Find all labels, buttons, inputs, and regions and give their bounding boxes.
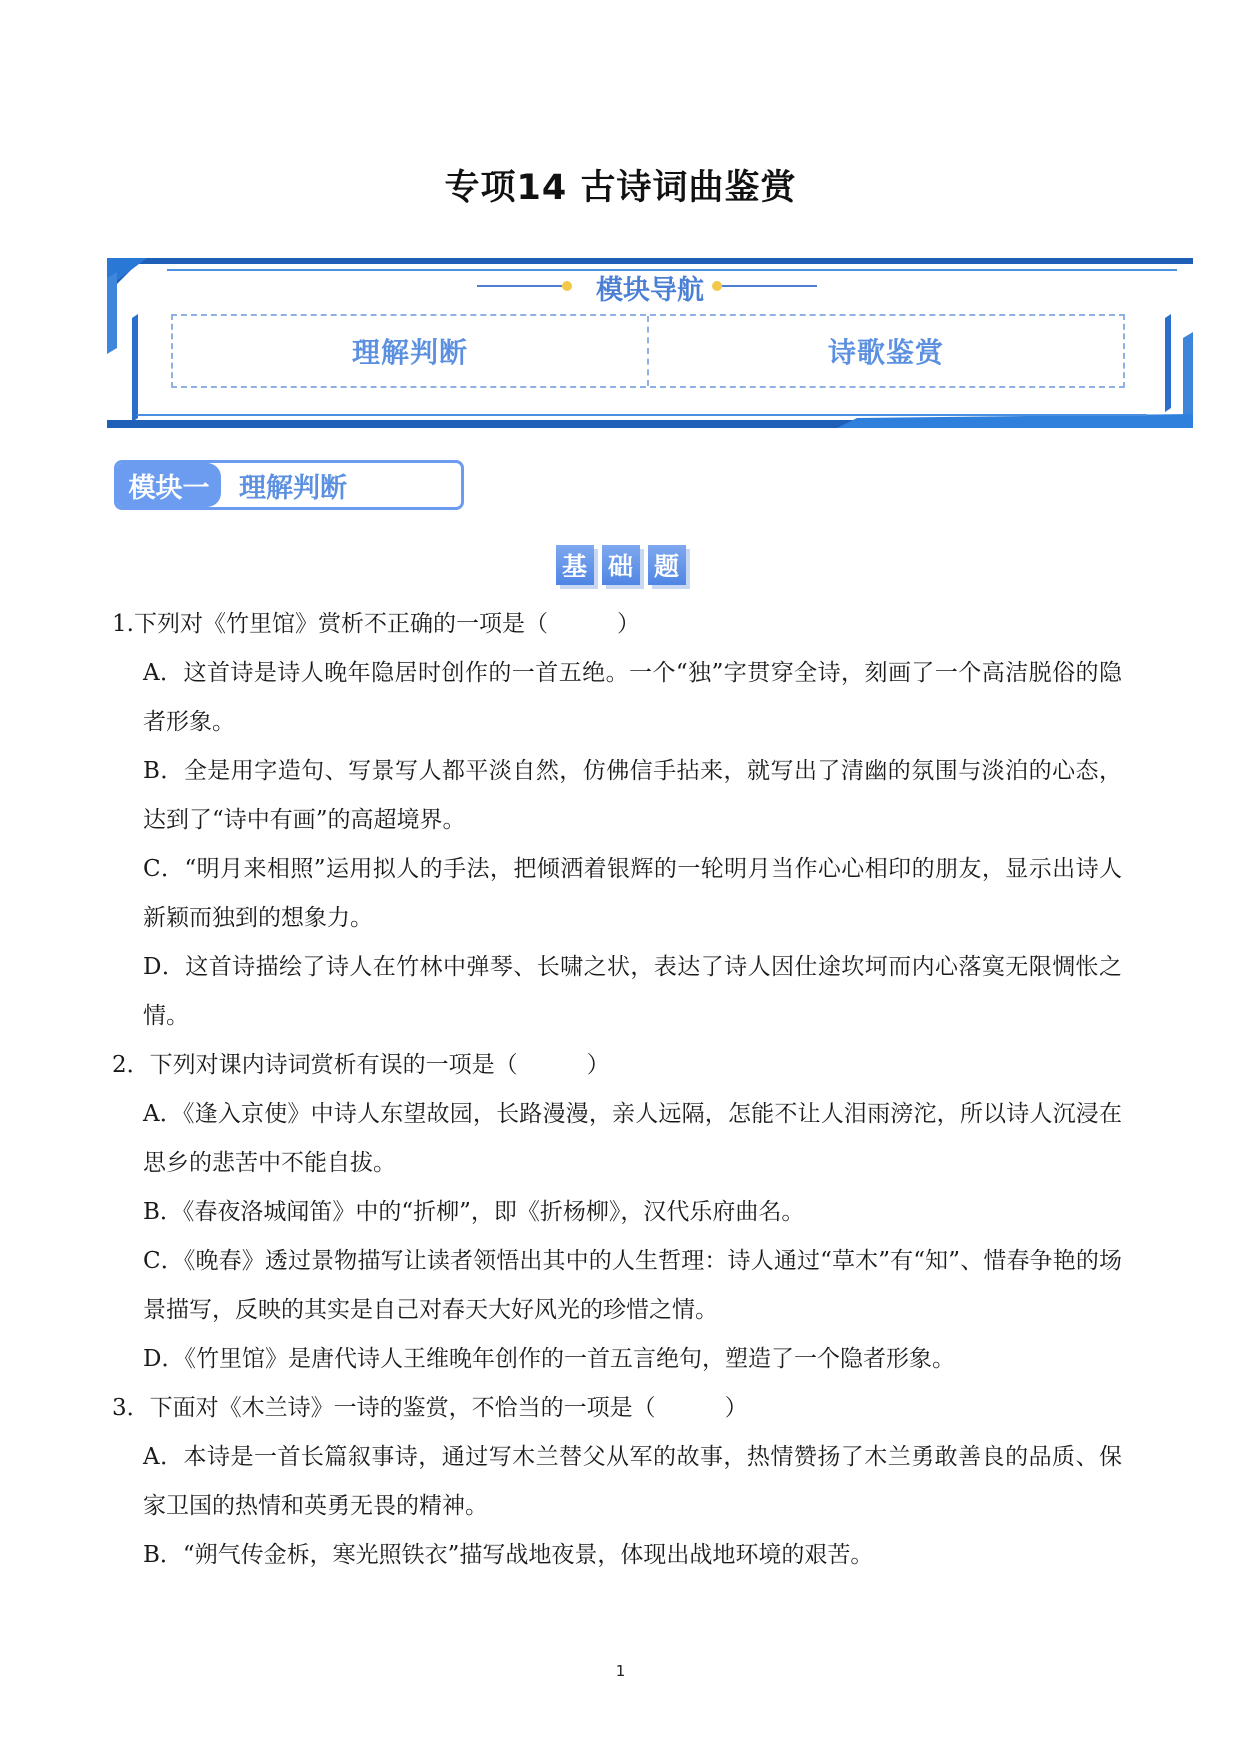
module-name: 理解判断 [239,472,347,504]
question-list [112,600,1122,1580]
question-option: A．《逢入京使》中诗人东望故园，长路漫漫，亲人远隔，怎能不让人泪雨滂沱，所以诗人沉浸在思乡的悲苦中不能自拔。 [143,1101,1122,1176]
basic-char: 题 [648,545,686,585]
module-tag [114,460,464,510]
question-option: A．这首诗是诗人晚年隐居时创作的一首五绝。一个“独”字贯穿全诗，刻画了一个高洁脱俗的隐者形象。 [143,660,1122,735]
nav-item-poetry-appreciation[interactable]: 诗歌鉴赏 [647,316,1123,386]
question-stem: 3．下面对《木兰诗》一诗的鉴赏，不恰当的一项是（ ） [112,1395,748,1421]
nav-item-understanding[interactable]: 理解判断 [351,336,468,369]
question-option: C．《晚春》透过景物描写让读者领悟出其中的人生哲理：诗人通过“草木”有“知”、惜春争艳的场景描写，反映的其实是自己对春天大好风光的珍惜之情。 [143,1248,1122,1323]
basic-char: 础 [602,545,640,585]
question-stem: 2．下列对课内诗词赏析有误的一项是（ ） [112,1052,610,1078]
question-option: D．这首诗描绘了诗人在竹林中弹琴、长啸之状，表达了诗人因仕途坎坷而内心落寞无限惆怅之情。 [143,954,1122,1029]
nav-box [171,314,1125,388]
module-navigation-banner [107,258,1193,428]
question-option: A．本诗是一首长篇叙事诗，通过写木兰替父从军的故事，热情赞扬了木兰勇敢善良的品质、保家卫国的热情和英勇无畏的精神。 [143,1444,1122,1519]
page-title: 专项14 古诗词曲鉴赏 [444,168,797,208]
basic-questions-badge [0,545,1241,585]
question-option: B．“朔气传金柝，寒光照铁衣”描写战地夜景，体现出战地环境的艰苦。 [143,1542,874,1568]
page-number: 1 [615,1662,626,1680]
nav-heading: 模块导航 [596,275,704,306]
question-option: B．《春夜洛城闻笛》中的“折柳”，即《折杨柳》，汉代乐府曲名。 [143,1199,805,1225]
question-option: D．《竹里馆》是唐代诗人王维晚年创作的一首五言绝句，塑造了一个隐者形象。 [143,1346,955,1372]
question-option: C．“明月来相照”运用拟人的手法，把倾洒着银辉的一轮明月当作心心相印的朋友，显示出诗人新颖而独到的想象力。 [143,856,1122,931]
module-number: 模块一 [117,463,221,507]
question-stem: 1.下列对《竹里馆》赏析不正确的一项是（ ） [112,611,640,637]
question-option: B．全是用字造句、写景写人都平淡自然，仿佛信手拈来，就写出了清幽的氛围与淡泊的心态，达到了“诗中有画”的高超境界。 [143,758,1122,833]
basic-char: 基 [556,545,594,585]
